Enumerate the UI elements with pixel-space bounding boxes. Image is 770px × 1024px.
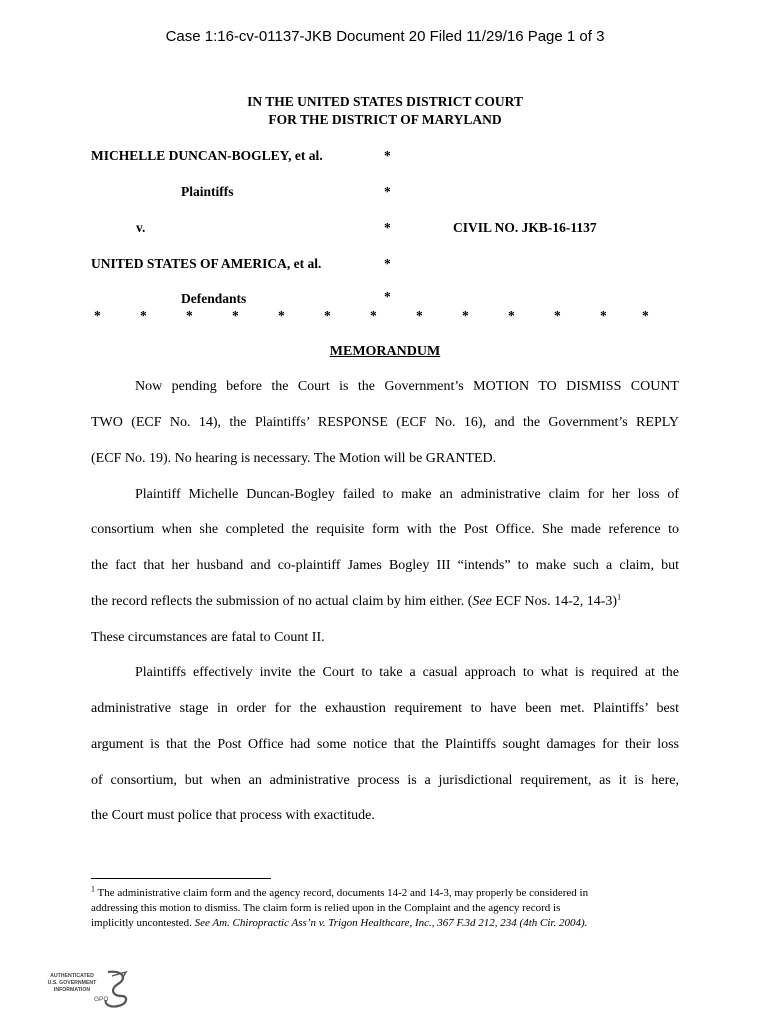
divider-star: * [324,308,331,323]
divider-star: * [600,308,607,323]
divider-star: * [186,308,193,323]
body-line: consortium when she completed the requisite form with the Post Office. She made reference to [91,522,679,537]
footnote-text: The administrative claim form and the agency record, documents 14-2 and 14-3, may properly be considered in [95,887,589,899]
body-line-with-citation [91,593,679,611]
divider-star: * [508,308,515,323]
footnote-marker: 1 [91,884,95,894]
divider-star: * [140,308,147,323]
body-line-text: the record reflects the submission of no actual claim by him either. ( [91,594,473,609]
civil-number: CIVIL NO. JKB-16-1137 [453,220,597,235]
divider-star: * [462,308,469,323]
defendant-name: UNITED STATES OF AMERICA, et al. [91,256,322,271]
footnote-line [91,886,679,901]
divider-star: * [278,308,285,323]
body-line: TWO (ECF No. 14), the Plaintiffs’ RESPONSE (ECF No. 16), and the Government’s REPLY [91,415,679,430]
court-heading-line2: FOR THE DISTRICT OF MARYLAND [268,112,502,127]
footnote-reference[interactable]: 1 [617,592,622,602]
body-line: Plaintiffs effectively invite the Court to take a casual approach to what is required at the [135,665,679,680]
footnote-divider [91,878,271,879]
memorandum-title: MEMORANDUM [329,344,441,359]
divider-star: * [554,308,561,323]
body-line: These circumstances are fatal to Count II. [91,630,325,645]
court-heading-line1: IN THE UNITED STATES DISTRICT COURT [247,94,523,109]
defendants-label: Defendants [181,291,247,306]
footnote-text: implicitly uncontested. [91,917,195,929]
caption-star: * [384,184,391,199]
caption-star-divider [94,308,649,324]
plaintiff-name: MICHELLE DUNCAN-BOGLEY, et al. [91,148,323,163]
logo-text-line3: INFORMATION [53,987,91,993]
logo-text-line1: AUTHENTICATED [50,973,94,979]
body-line: (ECF No. 19). No hearing is necessary. The Motion will be GRANTED. [91,451,497,466]
case-header-stamp: Case 1:16-cv-01137-JKB Document 20 Filed 11/29/16 Page 1 of 3 [165,28,605,45]
citation-signal: See [472,594,492,609]
logo-text-line2: U.S. GOVERNMENT [47,980,97,986]
footnote-line: addressing this motion to dismiss. The claim form is relied upon in the Complaint and the agency record is [91,902,561,914]
caption-star: * [384,220,391,235]
caption-star: * [384,256,391,271]
body-line: the Court must police that process with exactitude. [91,808,375,823]
body-line: administrative stage in order for the exhaustion requirement to have been met. Plaintiffs’ best [91,701,679,716]
caption-star: * [384,289,391,304]
body-line: Plaintiff Michelle Duncan-Bogley failed to make an administrative claim for her loss of [135,487,679,502]
gpo-authenticated-logo [38,968,133,1014]
divider-star: * [94,308,101,323]
citation-text: ECF Nos. 14-2, 14-3) [491,594,618,609]
body-line: the fact that her husband and co-plaintiff James Bogley III “intends” to make such a claim, but [91,558,679,573]
caption-star: * [384,148,391,163]
divider-star: * [642,308,649,323]
versus-label: v. [136,220,146,235]
plaintiffs-label: Plaintiffs [181,184,234,199]
body-line: of consortium, but when an administrative process is a jurisdictional requirement, as it is here, [91,773,679,788]
divider-star: * [416,308,423,323]
divider-star: * [232,308,239,323]
footnote-line [91,916,679,931]
body-line: Now pending before the Court is the Government’s MOTION TO DISMISS COUNT [135,379,679,394]
footnote-citation: See Am. Chiropractic Ass’n v. Trigon Healthcare, Inc., 367 F.3d 212, 234 (4th Cir. 2004). [194,917,588,929]
body-line: argument is that the Post Office had some notice that the Plaintiffs sought damages for their loss [91,737,679,752]
logo-text-gpo: GPO [94,996,109,1003]
divider-star: * [370,308,377,323]
